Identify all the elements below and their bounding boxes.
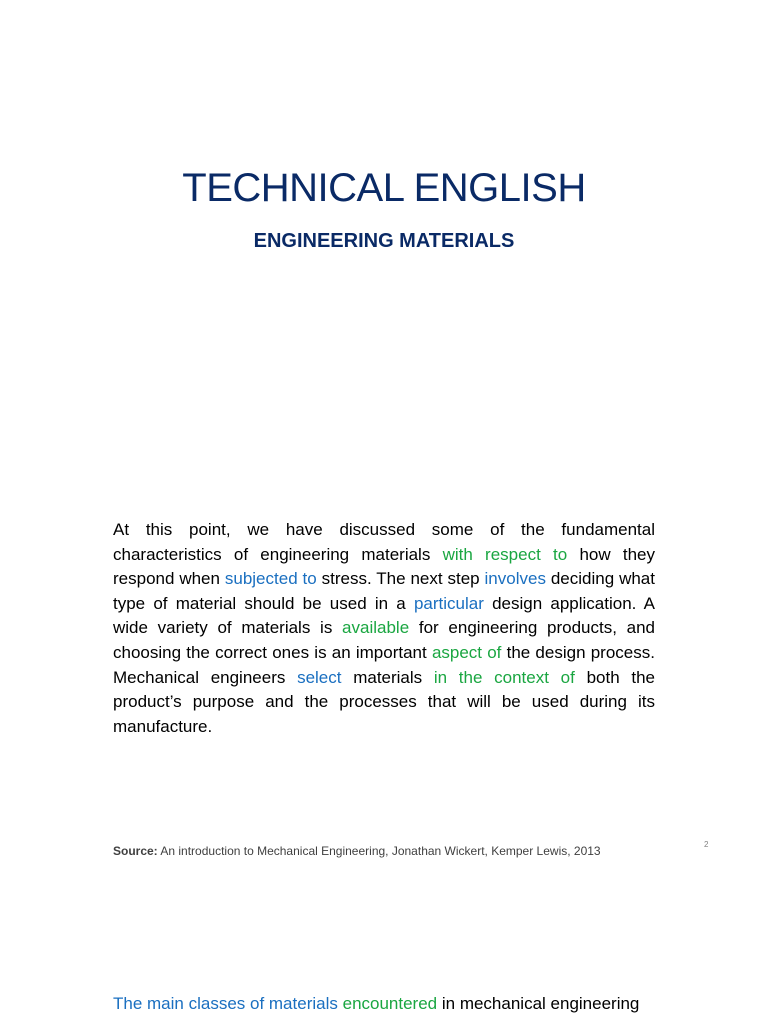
highlight-phrase: with respect to — [442, 544, 568, 564]
text-segment: deciding what type of material should be used in a — [113, 569, 655, 613]
body-paragraph — [113, 518, 655, 739]
highlight-phrase: involves — [484, 569, 546, 589]
page-number: 2 — [704, 840, 709, 849]
page-title: TECHNICAL ENGLISH — [182, 166, 586, 210]
text-segment: the design process. Mechanical engineers — [113, 642, 655, 687]
source-text: An introduction to Mechanical Engineering, Jonathan Wickert, Kemper Lewis, 2013 — [157, 844, 601, 858]
highlight-phrase: subjected to — [224, 569, 317, 589]
text-segment: materials — [341, 667, 434, 687]
text-segment: At this point, we have discussed some of the fundamental characteristics of engineering materials — [113, 520, 655, 564]
source-citation — [113, 844, 601, 858]
text-segment: both the product’s purpose and the processes that will be used during its manufacture. — [113, 667, 655, 736]
highlight-phrase: available — [342, 618, 410, 638]
text-segment: for engineering products, and choosing the correct ones is an important — [113, 618, 656, 662]
next-page-heading — [113, 994, 639, 1014]
source-label: Source: — [113, 844, 158, 858]
text-segment: how they respond when — [113, 544, 656, 589]
text-segment: stress. The next step — [316, 569, 485, 589]
highlight-phrase: select — [297, 667, 342, 687]
highlight-phrase: in the context of — [433, 667, 575, 687]
highlight-phrase: aspect of — [431, 642, 502, 662]
page-subtitle: ENGINEERING MATERIALS — [253, 230, 515, 252]
text-segment: design application. A wide variety of materials is — [113, 593, 655, 638]
highlight-phrase: encountered — [342, 994, 438, 1013]
highlight-phrase: particular — [413, 593, 484, 613]
highlight-phrase: The main classes of materials — [113, 994, 338, 1013]
text-segment: in mechanical engineering — [437, 994, 640, 1013]
